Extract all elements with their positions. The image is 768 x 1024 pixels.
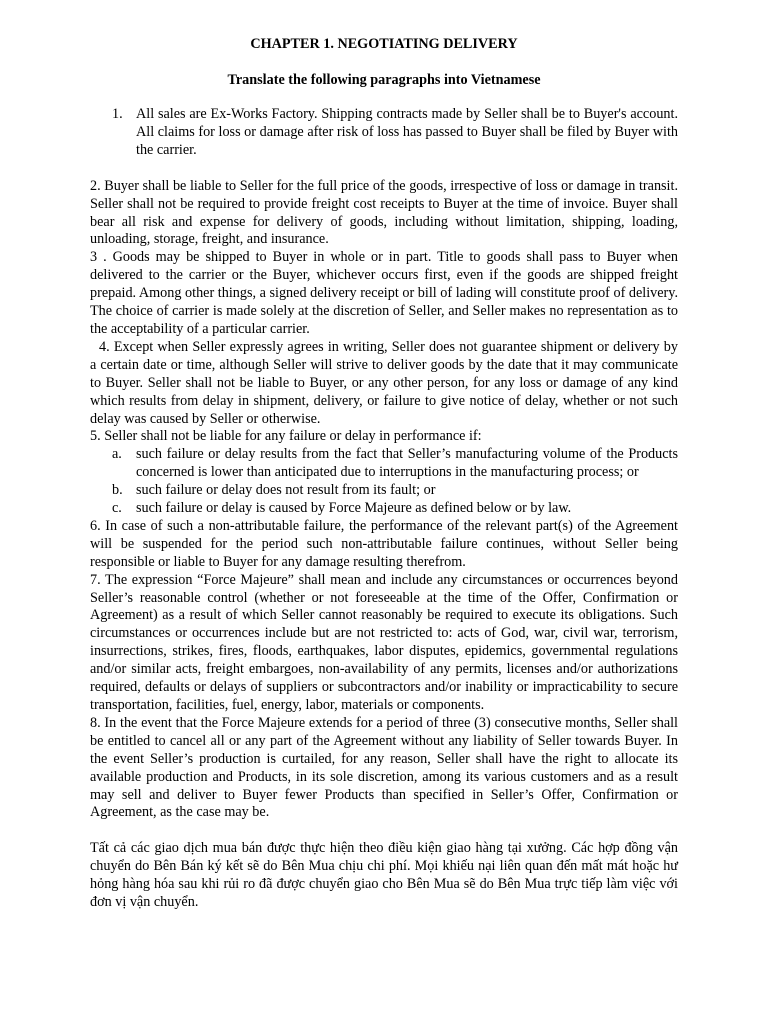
lettered-list [90, 446, 678, 518]
list-item-text: All sales are Ex-Works Factory. Shipping contracts made by Seller shall be to Buyer's account. All claims for loss or damage after risk of loss has passed to Buyer shall be filed by Buyer with the carrier. [136, 106, 678, 158]
chapter-title: CHAPTER 1. NEGOTIATING DELIVERY [250, 36, 518, 52]
list-item-letter: c. [112, 500, 122, 517]
paragraph-8: 8. In the event that the Force Majeure extends for a period of three (3) consecutive months, Seller shall be entitled to cancel all or any part of the Agreement without any liability of Seller towards Buyer. In the event Seller’s production is curtailed, for any reason, Seller shall have the right to allocate its available production and Products, in its sole discretion, among its various customers and as a result may sell and deliver to Buyer fewer Products than specified in Seller’s Offer, Confirmation or Agreement, as the case may be. [90, 714, 678, 821]
instruction-subtitle: Translate the following paragraphs into Vietnamese [227, 72, 541, 88]
list-item-letter: a. [112, 446, 122, 463]
list-item-text: such failure or delay does not result from its fault; or [136, 482, 436, 499]
vietnamese-translation: Tất cả các giao dịch mua bán được thực hiện theo điều kiện giao hàng tại xưởng. Các hợp đồng vận chuyển do Bên Bán ký kết sẽ do Bên Mua chịu chi phí. Mọi khiếu nại liên quan đến mất mát hoặc hư hỏng hàng hóa sau khi rủi ro đã được chuyển giao cho Bên Mua sẽ do Bên Mua trực tiếp làm việc với đơn vị vận chuyển. [90, 840, 678, 911]
paragraph-5: 5. Seller shall not be liable for any failure or delay in performance if: [90, 428, 482, 445]
list-item [90, 482, 678, 500]
numbered-list [90, 106, 678, 160]
paragraph-3: 3 . Goods may be shipped to Buyer in whole or in part. Title to goods shall pass to Buyer when delivered to the carrier or the Buyer, whichever occurs first, even if the goods are shipped freight prepaid. Among other things, a signed delivery receipt or bill of lading will constitute proof of delivery. The choice of carrier is made solely at the discretion of Seller, and Seller makes no representation as to the acceptability of a particular carrier. [90, 249, 678, 337]
paragraph-6: 6. In case of such a non-attributable failure, the performance of the relevant part(s) of the Agreement will be suspended for the period such non-attributable failure continues, without Seller being responsible or liable to Buyer for any damage resulting therefrom. [90, 517, 678, 570]
list-item [90, 500, 678, 518]
list-item-number: 1. [112, 106, 123, 122]
list-item-text: such failure or delay results from the fact that Seller’s manufacturing volume of the Products concerned is lower than anticipated due to interruptions in the manufacturing process; or [136, 446, 678, 481]
paragraph-4: 4. Except when Seller expressly agrees in writing, Seller does not guarantee shipment or delivery by a certain date or time, although Seller will strive to deliver goods by the date that it may communicate to Buyer. Seller shall not be liable to Buyer, or any other person, for any loss or damage of any kind which results from delay in shipment, delivery, or failure to give notice of delay, whether or not such delay was caused by Seller or otherwise. [90, 338, 678, 427]
list-item-text: such failure or delay is caused by Force Majeure as defined below or by law. [136, 500, 572, 517]
paragraph-7: 7. The expression “Force Majeure” shall mean and include any circumstances or occurrences beyond Seller’s reasonable control (whether or not foreseeable at the time of the Offer, Confirmation or Agreement) as a result of which Seller cannot reasonably be required to execute its obligations. Such circumstances or occurrences include but are not restricted to: acts of God, war, civil war, terrorism, insurrections, strikes, fires, floods, earthquakes, labor disputes, epidemics, governmental regulations and/or similar acts, freight embargoes, non-availability of any permits, licenses and/or authorizations required, defaults or delays of suppliers or subcontractors and/or inability or impracticability to secure transportation, facilities, fuel, energy, labor, materials or components. [90, 571, 678, 713]
list-item-letter: b. [112, 482, 123, 499]
paragraph-2: 2. Buyer shall be liable to Seller for the full price of the goods, irrespective of loss or damage in transit. Seller shall not be required to provide freight cost receipts to Buyer at the time of invoice. Buyer shall bear all risk and expense for delivery of goods, including without limitation, shipping, loading, unloading, storage, freight, and insurance. [90, 177, 678, 248]
list-item-1 [90, 106, 678, 160]
list-item [90, 446, 678, 482]
